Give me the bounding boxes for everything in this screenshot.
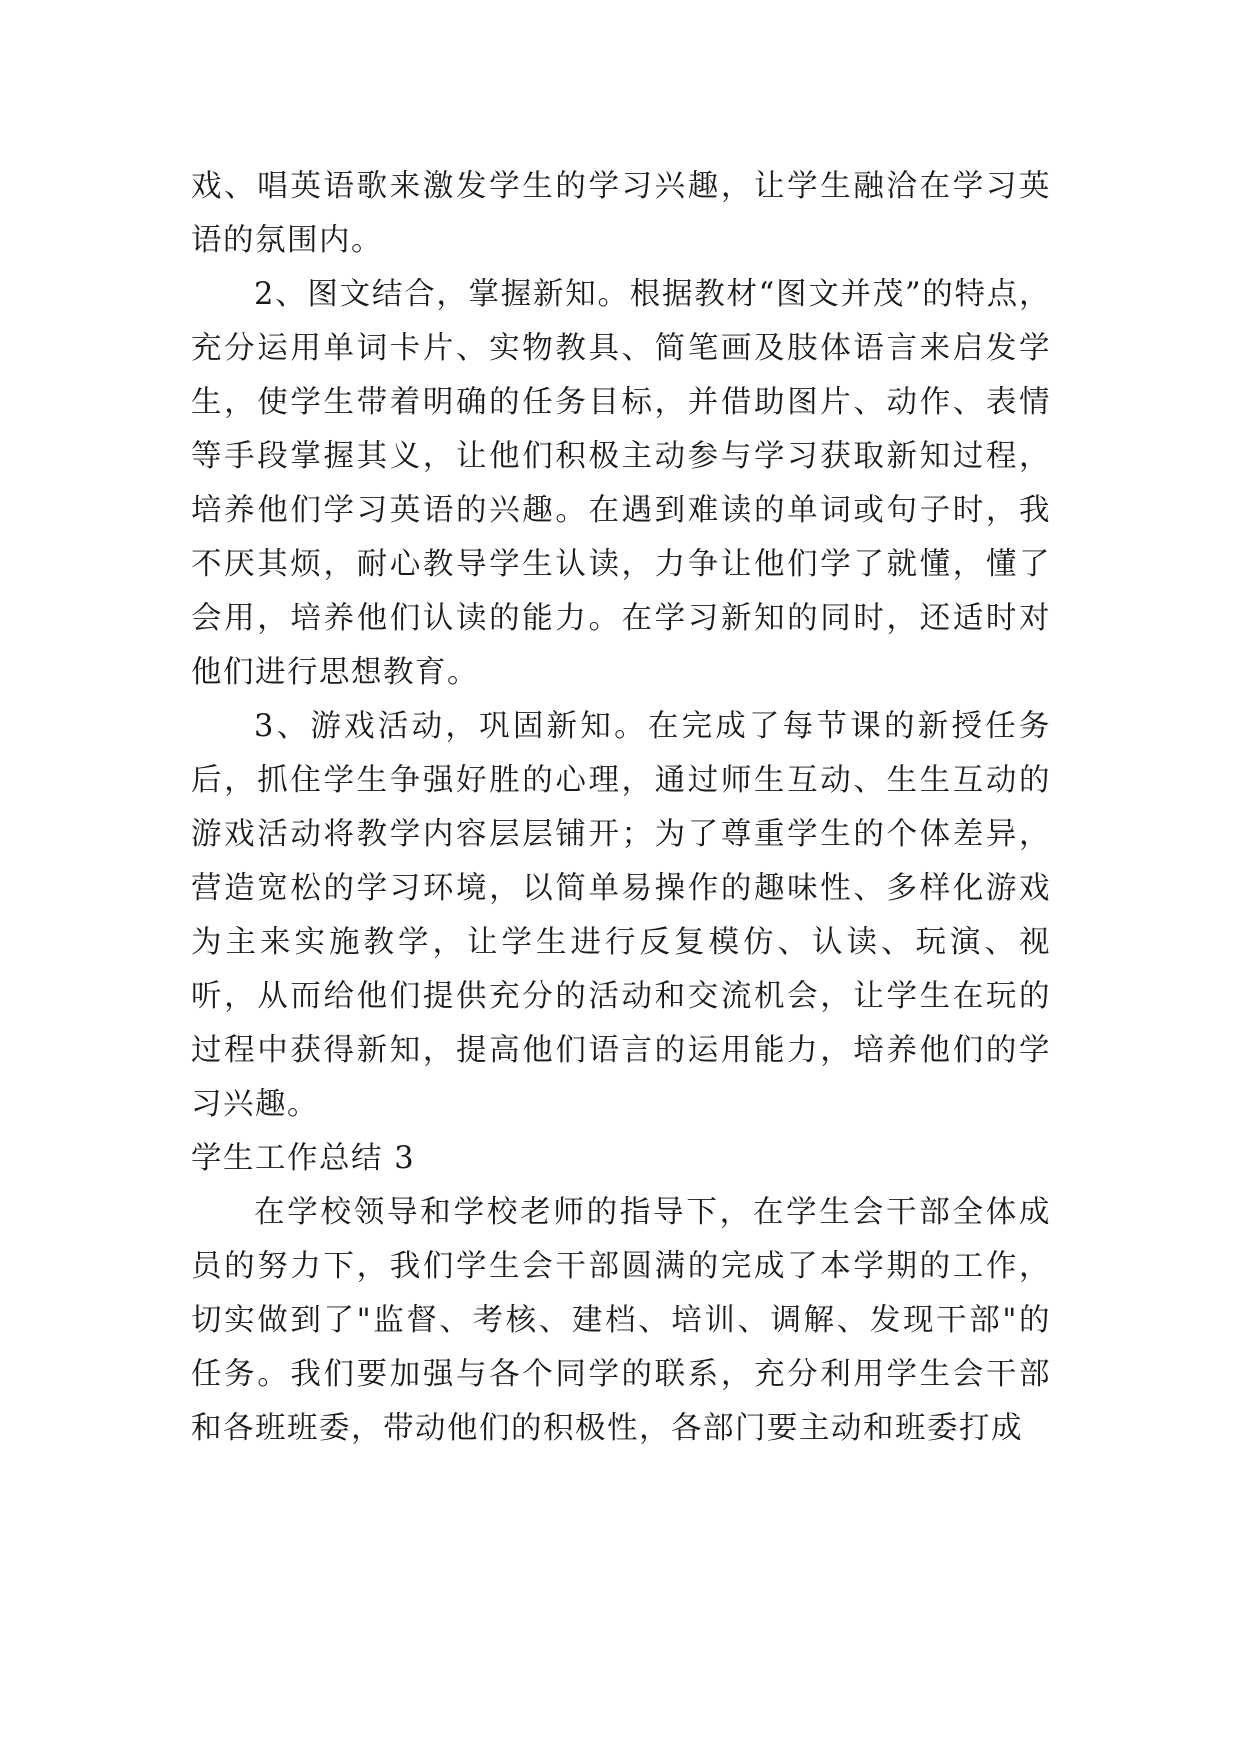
section-heading: 学生工作总结 3 <box>191 1141 416 1176</box>
paragraph-summary: 在学校领导和学校老师的指导下，在学生会干部全体成员的努力下，我们学生会干部圆满的完成了本学期的工作，切实做到了"监督、考核、建档、培训、调解、发现干部"的任务。我们要加强与各个同学的联系，充分利用学生会干部和各班班委，带动他们的积极性，各部门要主动和班委打成 <box>191 1195 1051 1446</box>
document-body <box>191 160 1051 1456</box>
paragraph-item-3: 3、游戏活动，巩固新知。在完成了每节课的新授任务后，抓住学生争强好胜的心理，通过师生互动、生生互动的游戏活动将教学内容层层铺开；为了尊重学生的个体差异，营造宽松的学习环境，以简单易操作的趣味性、多样化游戏为主来实施教学，让学生进行反复模仿、认读、玩演、视听，从而给他们提供充分的活动和交流机会，让学生在玩的过程中获得新知，提高他们语言的运用能力，培养他们的学习兴趣。 <box>191 709 1051 1122</box>
paragraph-item-2: 2、图文结合，掌握新知。根据教材“图文并茂”的特点，充分运用单词卡片、实物教具、简笔画及肢体语言来启发学生，使学生带着明确的任务目标，并借助图片、动作、表情等手段掌握其义，让他们积极主动参与学习获取新知过程，培养他们学习英语的兴趣。在遇到难读的单词或句子时，我不厌其烦，耐心教导学生认读，力争让他们学了就懂，懂了会用，培养他们认读的能力。在学习新知的同时，还适时对他们进行思想教育。 <box>191 277 1051 690</box>
paragraph-continuation: 戏、唱英语歌来激发学生的学习兴趣，让学生融洽在学习英语的氛围内。 <box>191 169 1051 258</box>
